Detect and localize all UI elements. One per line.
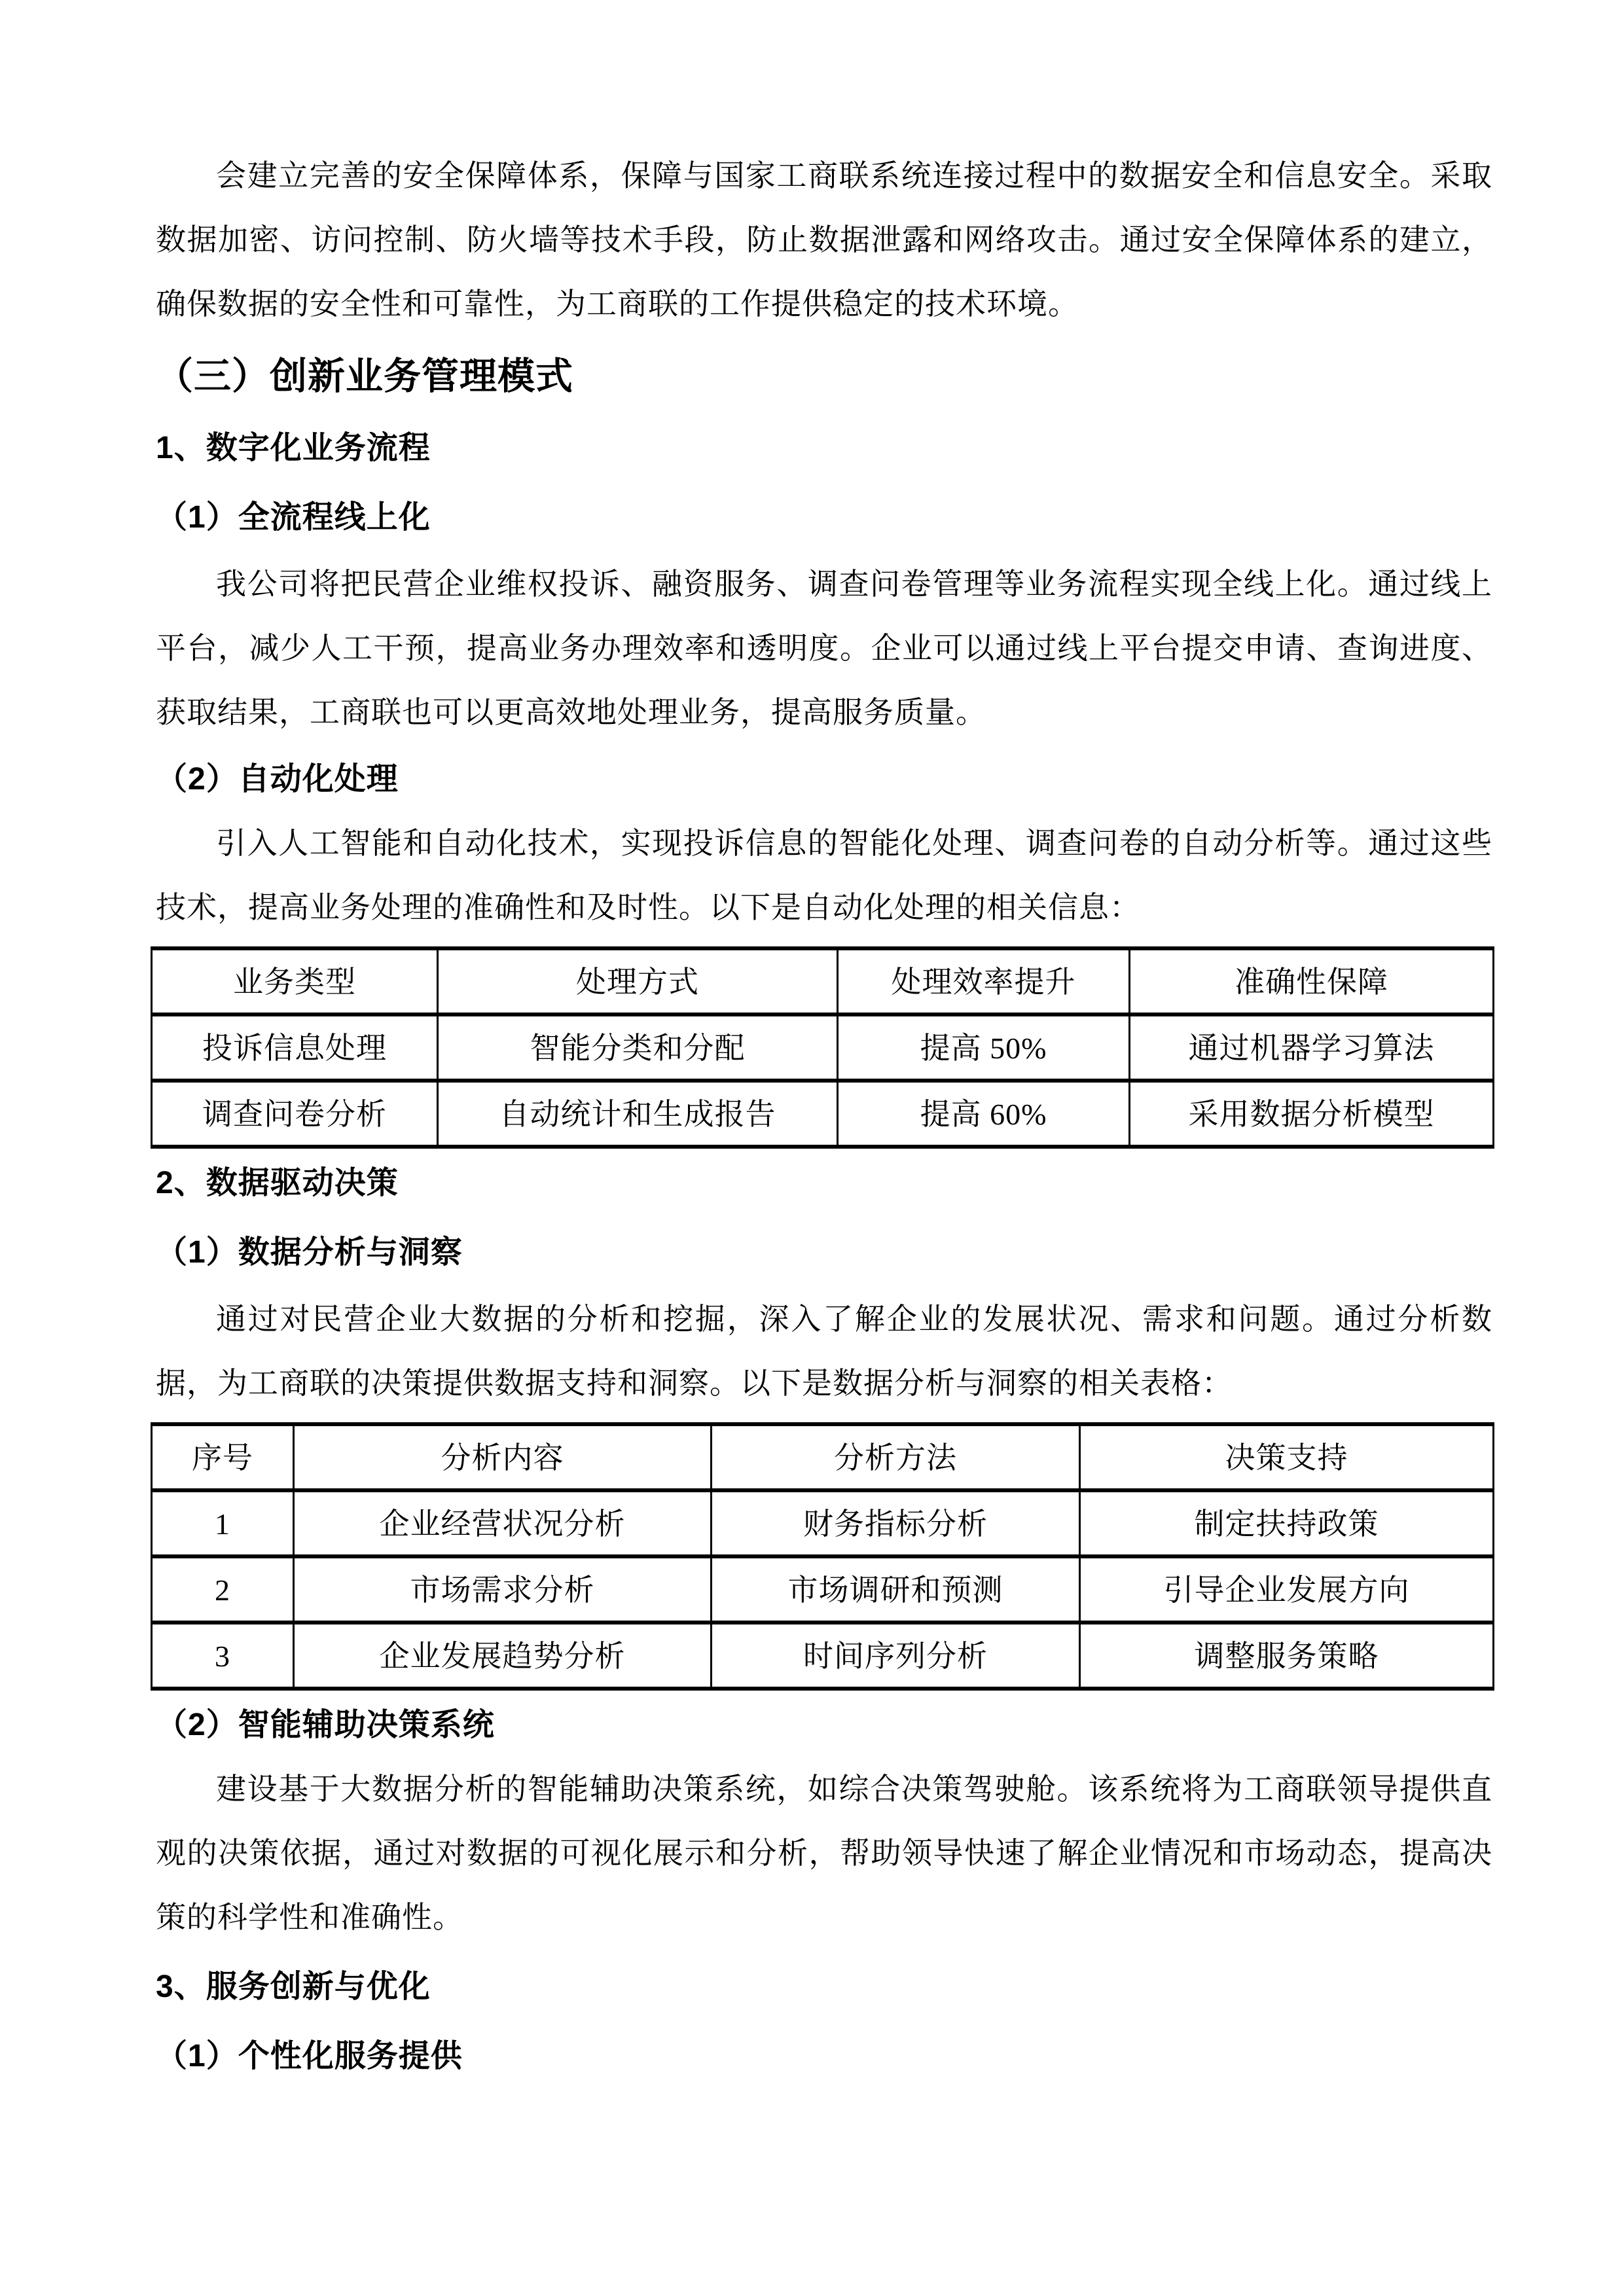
analysis-header-method: 分析方法	[712, 1424, 1080, 1490]
paragraph-data-insight: 通过对民营企业大数据的分析和挖掘，深入了解企业的发展状况、需求和问题。通过分析数据，为工商联的决策提供数据支持和洞察。以下是数据分析与洞察的相关表格：	[156, 1302, 1492, 1400]
table-cell: 提高 60%	[838, 1081, 1130, 1147]
heading-1-2-automation: （2）自动化处理	[156, 762, 399, 797]
heading-1-digital-process: 1、数字化业务流程	[156, 431, 431, 465]
table-cell: 提高 50%	[838, 1014, 1130, 1081]
table-cell: 市场需求分析	[294, 1556, 712, 1623]
heading-2-2-smart-decision: （2）智能辅助决策系统	[156, 1708, 495, 1742]
automation-header-process-method: 处理方式	[438, 948, 838, 1014]
analysis-header-support: 决策支持	[1080, 1424, 1494, 1490]
table-cell: 时间序列分析	[712, 1623, 1080, 1689]
automation-header-business-type: 业务类型	[152, 948, 438, 1014]
table-cell: 投诉信息处理	[152, 1014, 438, 1081]
automation-table-row-1	[152, 1014, 1494, 1081]
analysis-table-row-3	[152, 1623, 1494, 1689]
paragraph-automation: 引入人工智能和自动化技术，实现投诉信息的智能化处理、调查问卷的自动分析等。通过这些技术，提高业务处理的准确性和及时性。以下是自动化处理的相关信息：	[156, 827, 1492, 924]
heading-2-1-data-insight: （1）数据分析与洞察	[156, 1235, 463, 1270]
paragraph-security: 会建立完善的安全保障体系，保障与国家工商联系统连接过程中的数据安全和信息安全。采取数据加密、访问控制、防火墙等技术手段，防止数据泄露和网络攻击。通过安全保障体系的建立，确保数据的安全性和可靠性，为工商联的工作提供稳定的技术环境。	[156, 159, 1492, 321]
table-cell: 2	[152, 1556, 294, 1623]
paragraph-decision-system: 建设基于大数据分析的智能辅助决策系统，如综合决策驾驶舱。该系统将为工商联领导提供直观的决策依据，通过对数据的可视化展示和分析，帮助领导快速了解企业情况和市场动态，提高决策的科学性和准确性。	[156, 1772, 1492, 1934]
analysis-table-row-2	[152, 1556, 1494, 1623]
heading-2-data-driven: 2、数据驱动决策	[156, 1166, 399, 1200]
table-cell: 企业发展趋势分析	[294, 1623, 712, 1689]
paragraph-online: 我公司将把民营企业维权投诉、融资服务、调查问卷管理等业务流程实现全线上化。通过线上平台，减少人工干预，提高业务办理效率和透明度。企业可以通过线上平台提交申请、查询进度、获取结果，工商联也可以更高效地处理业务，提高服务质量。	[156, 567, 1492, 729]
table-cell: 制定扶持政策	[1080, 1490, 1494, 1556]
heading-3-service-innovation: 3、服务创新与优化	[156, 1969, 431, 2004]
table-cell: 1	[152, 1490, 294, 1556]
analysis-table-row-1	[152, 1490, 1494, 1556]
automation-table-row-2	[152, 1081, 1494, 1147]
table-cell: 通过机器学习算法	[1130, 1014, 1494, 1081]
table-cell: 3	[152, 1623, 294, 1689]
table-cell: 智能分类和分配	[438, 1014, 838, 1081]
analysis-header-index: 序号	[152, 1424, 294, 1490]
analysis-table	[151, 1422, 1494, 1691]
heading-3-1-personalized-service: （1）个性化服务提供	[156, 2039, 463, 2073]
table-cell: 财务指标分析	[712, 1490, 1080, 1556]
table-cell: 企业经营状况分析	[294, 1490, 712, 1556]
automation-header-accuracy: 准确性保障	[1130, 948, 1494, 1014]
automation-table	[151, 946, 1494, 1149]
heading-section-3: （三）创新业务管理模式	[156, 355, 573, 397]
table-cell: 调整服务策略	[1080, 1623, 1494, 1689]
table-cell: 自动统计和生成报告	[438, 1081, 838, 1147]
table-cell: 市场调研和预测	[712, 1556, 1080, 1623]
analysis-header-content: 分析内容	[294, 1424, 712, 1490]
automation-table-header-row	[152, 948, 1494, 1014]
heading-1-1-full-online: （1）全流程线上化	[156, 500, 431, 535]
table-cell: 调查问卷分析	[152, 1081, 438, 1147]
analysis-table-header-row	[152, 1424, 1494, 1490]
table-cell: 采用数据分析模型	[1130, 1081, 1494, 1147]
automation-header-efficiency: 处理效率提升	[838, 948, 1130, 1014]
table-cell: 引导企业发展方向	[1080, 1556, 1494, 1623]
